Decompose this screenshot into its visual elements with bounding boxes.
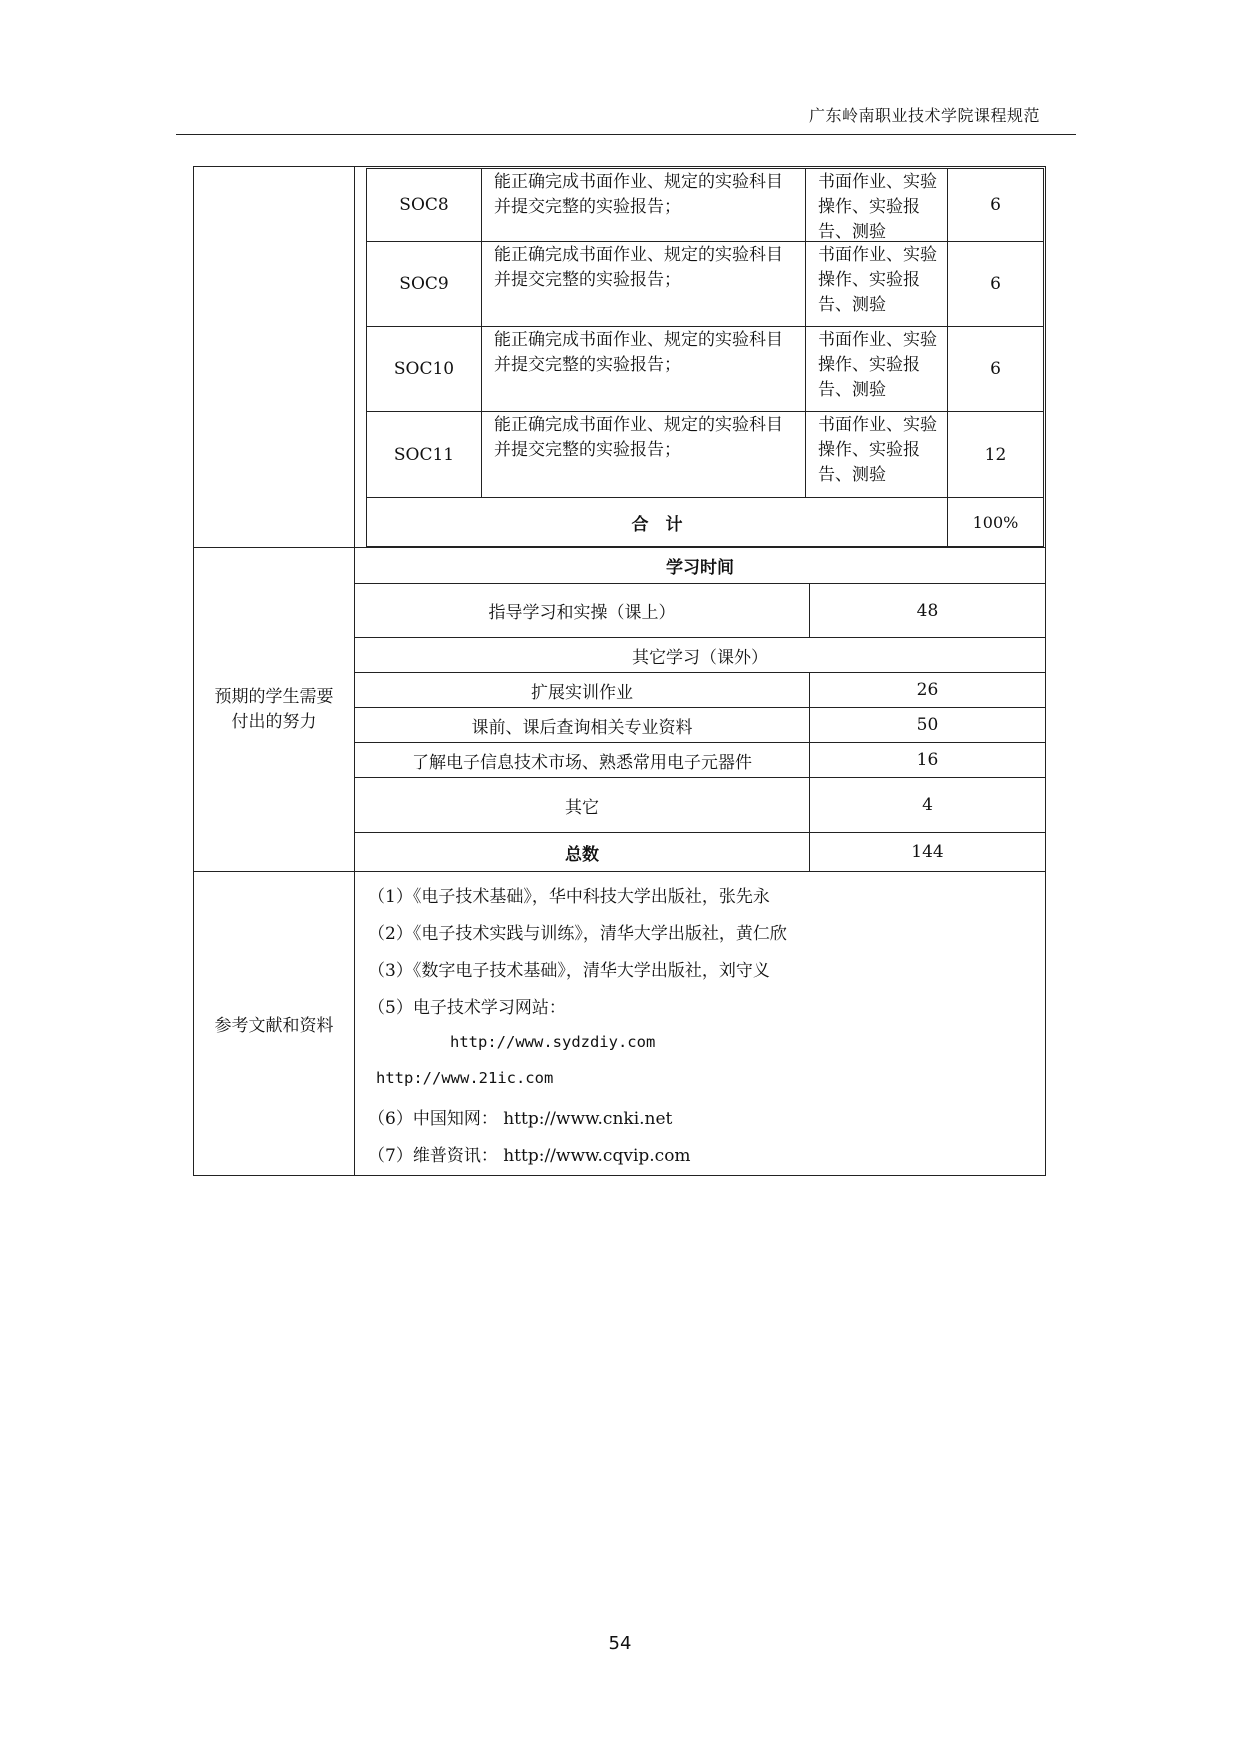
reference-item: （7）维普资讯： http://www.cqvip.com xyxy=(368,1146,691,1166)
guided-study-label: 指导学习和实操（课上） xyxy=(354,583,810,638)
guided-study-value: 48 xyxy=(809,583,1046,638)
assessment-code-cell: SOC11 xyxy=(366,411,482,498)
effort-item-value: 26 xyxy=(809,672,1046,708)
assessment-criterion-cell: 能正确完成书面作业、规定的实验科目并提交完整的实验报告； xyxy=(481,241,806,327)
effort-item-label: 其它 xyxy=(354,777,810,833)
assessment-code-cell: SOC8 xyxy=(366,168,482,242)
effort-item-label: 扩展实训作业 xyxy=(354,672,810,708)
page-number: 54 xyxy=(608,1633,632,1654)
assessment-total-value: 100% xyxy=(947,497,1044,547)
effort-total-label: 总数 xyxy=(354,832,810,872)
assessment-code-cell: SOC10 xyxy=(366,326,482,412)
references-section-label: 参考文献和资料 xyxy=(193,871,355,1176)
reference-item: （2）《电子技术实践与训练》，清华大学出版社，黄仁欣 xyxy=(368,924,787,944)
assessment-criterion-cell: 能正确完成书面作业、规定的实验科目并提交完整的实验报告； xyxy=(481,326,806,412)
assessment-weight-cell: 12 xyxy=(947,411,1044,498)
assessment-criterion-cell: 能正确完成书面作业、规定的实验科目并提交完整的实验报告； xyxy=(481,168,806,242)
effort-section-label: 预期的学生需要付出的努力 xyxy=(193,547,355,872)
study-time-heading: 学习时间 xyxy=(354,547,1046,584)
reference-item: （6）中国知网： http://www.cnki.net xyxy=(368,1109,673,1129)
reference-item: （1）《电子技术基础》，华中科技大学出版社，张先永 xyxy=(368,887,770,907)
effort-item-label: 了解电子信息技术市场、熟悉常用电子元器件 xyxy=(354,742,810,778)
effort-item-value: 4 xyxy=(809,777,1046,833)
reference-url: http://www.sydzdiy.com xyxy=(450,1033,656,1051)
assessment-weight-cell: 6 xyxy=(947,326,1044,412)
assessment-code-cell: SOC9 xyxy=(366,241,482,327)
assessment-weight-cell: 6 xyxy=(947,241,1044,327)
assessment-criterion-cell: 能正确完成书面作业、规定的实验科目并提交完整的实验报告； xyxy=(481,411,806,498)
document-header-title: 广东岭南职业技术学院课程规范 xyxy=(808,106,1040,125)
reference-item: （3）《数字电子技术基础》，清华大学出版社，刘守义 xyxy=(368,961,770,981)
assessment-method-cell: 书面作业、实验操作、实验报告、测验 xyxy=(805,168,948,242)
section-upper-left-cell xyxy=(193,166,355,548)
effort-item-value: 16 xyxy=(809,742,1046,778)
other-study-heading: 其它学习（课外） xyxy=(354,637,1046,673)
assessment-total-label: 合 计 xyxy=(366,497,948,547)
assessment-method-cell: 书面作业、实验操作、实验报告、测验 xyxy=(805,411,948,498)
assessment-method-cell: 书面作业、实验操作、实验报告、测验 xyxy=(805,326,948,412)
assessment-weight-cell: 6 xyxy=(947,168,1044,242)
references-content-cell xyxy=(354,871,1046,1176)
header-divider xyxy=(176,134,1076,135)
effort-item-value: 50 xyxy=(809,707,1046,743)
reference-item: （5）电子技术学习网站： xyxy=(368,998,566,1018)
assessment-method-cell: 书面作业、实验操作、实验报告、测验 xyxy=(805,241,948,327)
reference-url: http://www.21ic.com xyxy=(376,1069,554,1087)
effort-total-value: 144 xyxy=(809,832,1046,872)
effort-item-label: 课前、课后查询相关专业资料 xyxy=(354,707,810,743)
